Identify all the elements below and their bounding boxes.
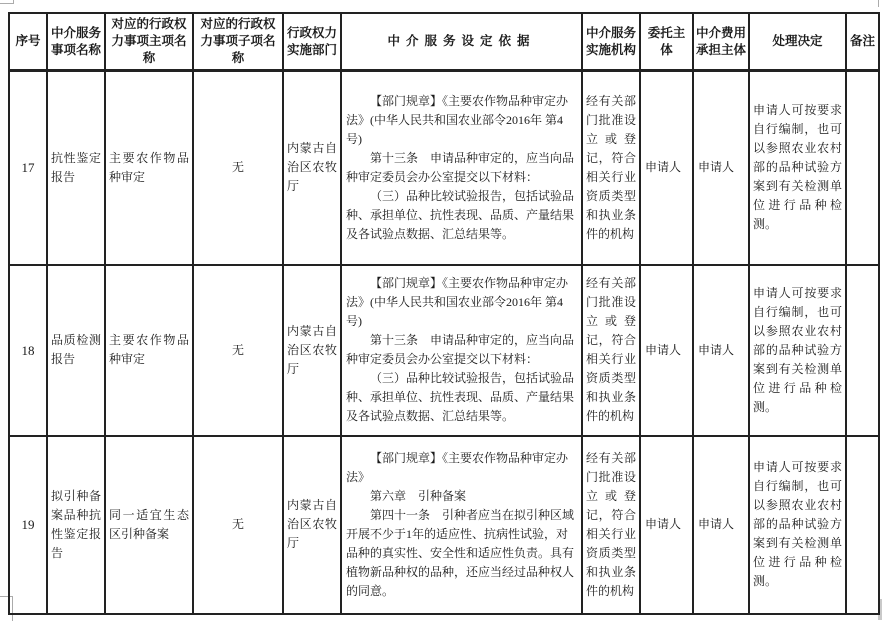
cell-client: 申请人 <box>640 71 693 265</box>
cell-agency: 经有关部门批准设立或登记，符合相关行业资质类型和执业条件的机构 <box>582 436 640 614</box>
col-header-seq: 序号 <box>9 13 47 71</box>
cell-basis <box>341 71 582 265</box>
cell-seq: 19 <box>9 436 47 614</box>
cell-client: 申请人 <box>640 265 693 436</box>
cell-decision: 申请人可按要求自行编制，也可以参照农业农村部的品种试验方案到有关检测单位进行品种检测。 <box>749 436 846 614</box>
col-header-department: 行政权力实施部门 <box>283 13 341 71</box>
page-corner-mark-top-left <box>0 0 14 4</box>
cell-sub-item: 无 <box>193 436 283 614</box>
col-header-service-name: 中介服务事项名称 <box>47 13 105 71</box>
basis-paragraph: 第六章 引种备案 <box>370 488 467 503</box>
cell-client: 申请人 <box>640 436 693 614</box>
cell-sub-item: 无 <box>193 265 283 436</box>
basis-paragraph: （三）品种比较试验报告，包括试验品种、承担单位、抗性表现、品质、产量结果及各试验点数据、汇总结果等。 <box>346 371 575 423</box>
basis-paragraph: 【部门规章】《主要农作物品种审定办法》(中华人民共和国农业部令2016年 第4号) <box>346 93 569 146</box>
col-header-main-item: 对应的行政权力事项主项名称 <box>105 13 193 71</box>
cell-remark <box>846 436 879 614</box>
basis-paragraph: 【部门规章】《主要农作物品种审定办法》 <box>346 450 569 484</box>
cell-service-name: 品质检测报告 <box>47 265 105 436</box>
basis-paragraph: 第十三条 申请品种审定的，应当向品种审定委员会办公室提交以下材料： <box>346 150 575 184</box>
cell-service-name: 拟引种备案品种抗性鉴定报告 <box>47 436 105 614</box>
col-header-decision: 处理决定 <box>749 13 846 71</box>
table-row <box>9 265 879 436</box>
cell-basis <box>341 436 582 614</box>
cell-decision: 申请人可按要求自行编制，也可以参照农业农村部的品种试验方案到有关检测单位进行品种检测。 <box>749 71 846 265</box>
cell-main-item: 主要农作物品种审定 <box>105 71 193 265</box>
cell-main-item: 主要农作物品种审定 <box>105 265 193 436</box>
cell-main-item: 同一适宜生态区引种备案 <box>105 436 193 614</box>
col-header-remark: 备注 <box>846 13 879 71</box>
header-row <box>9 13 879 71</box>
basis-paragraph: （三）品种比较试验报告，包括试验品种、承担单位、抗性表现、品质、产量结果及各试验点数据、汇总结果等。 <box>346 188 575 241</box>
table-row <box>9 436 879 614</box>
cell-service-name: 抗性鉴定报告 <box>47 71 105 265</box>
basis-paragraph: 第十三条 申请品种审定的，应当向品种审定委员会办公室提交以下材料： <box>346 333 575 366</box>
cell-fee-bearer: 申请人 <box>693 71 749 265</box>
cell-decision: 申请人可按要求自行编制，也可以参照农业农村部的品种试验方案到有关检测单位进行品种检测。 <box>749 265 846 436</box>
col-header-sub-item: 对应的行政权力事项子项名称 <box>193 13 283 71</box>
intermediary-services-table <box>8 12 880 615</box>
cell-remark <box>846 265 879 436</box>
col-header-client: 委托主体 <box>640 13 693 71</box>
cell-basis <box>341 265 582 436</box>
cell-agency: 经有关部门批准设立或登记，符合相关行业资质类型和执业条件的机构 <box>582 265 640 436</box>
basis-paragraph: 第四十一条 引种者应当在拟引种区域开展不少于1年的适应性、抗病性试验，对品种的真实性、安全性和适应性负责。具有植物新品种权的品种，还应当经过品种权人的同意。 <box>346 507 575 598</box>
cell-remark <box>846 71 879 265</box>
col-header-basis: 中介服务设定依据 <box>341 13 582 71</box>
cell-fee-bearer: 申请人 <box>693 265 749 436</box>
cell-fee-bearer: 申请人 <box>693 436 749 614</box>
basis-paragraph: 【部门规章】《主要农作物品种审定办法》(中华人民共和国农业部令2016年 第4号) <box>346 276 569 328</box>
cell-department: 内蒙古自治区农牧厅 <box>283 265 341 436</box>
cell-seq: 18 <box>9 265 47 436</box>
cell-seq: 17 <box>9 71 47 265</box>
cell-agency: 经有关部门批准设立或登记，符合相关行业资质类型和执业条件的机构 <box>582 71 640 265</box>
cell-department: 内蒙古自治区农牧厅 <box>283 71 341 265</box>
col-header-fee-bearer: 中介费用承担主体 <box>693 13 749 71</box>
table-row <box>9 71 879 265</box>
col-header-agency: 中介服务实施机构 <box>582 13 640 71</box>
cell-department: 内蒙古自治区农牧厅 <box>283 436 341 614</box>
cell-sub-item: 无 <box>193 71 283 265</box>
page-corner-mark-top-right <box>878 0 882 7</box>
